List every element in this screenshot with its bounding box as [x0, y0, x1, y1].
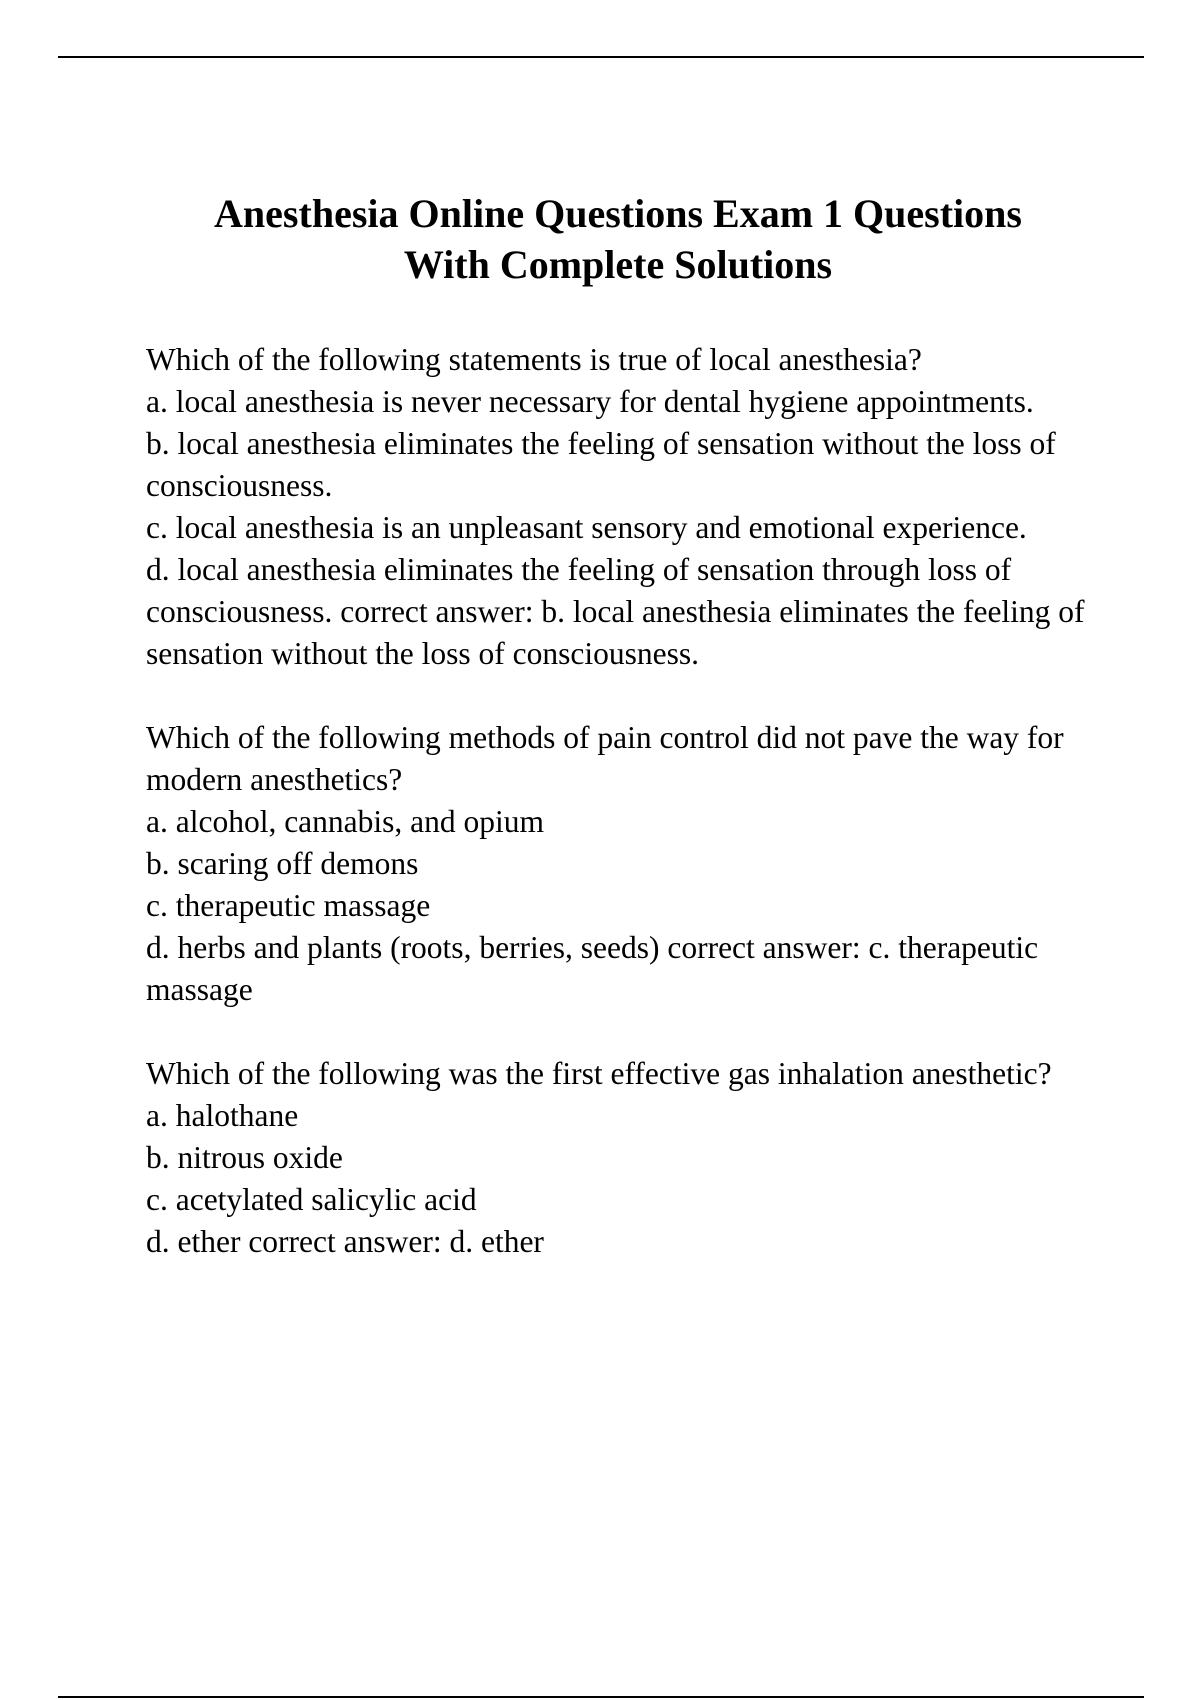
option-a: a. halothane [146, 1098, 299, 1133]
footer-rule [58, 1696, 1144, 1698]
option-d-with-answer: d. local anesthesia eliminates the feeling of sensation through loss of consciousness. correct answer: b. local anesthesia eliminates the feeling of sensation without the loss of consciousness. [146, 552, 1085, 671]
option-d-with-answer: d. ether correct answer: d. ether [146, 1224, 544, 1259]
question-3 [146, 1053, 1146, 1263]
question-stem: Which of the following was the first effective gas inhalation anesthetic? [146, 1056, 1052, 1091]
option-c: c. local anesthesia is an unpleasant sensory and emotional experience. [146, 510, 1027, 545]
question-1 [146, 339, 1146, 675]
option-b: b. scaring off demons [146, 846, 419, 881]
question-stem: Which of the following methods of pain control did not pave the way for modern anesthetics? [146, 720, 1064, 797]
question-2 [146, 717, 1146, 1011]
question-stem: Which of the following statements is true of local anesthesia? [146, 342, 922, 377]
title-line-2: With Complete Solutions [403, 242, 833, 287]
option-d-with-answer: d. herbs and plants (roots, berries, seeds) correct answer: c. therapeutic massage [146, 930, 1039, 1007]
option-b: b. local anesthesia eliminates the feeling of sensation without the loss of consciousness. [146, 426, 1056, 503]
header-rule [58, 56, 1144, 58]
option-c: c. acetylated salicylic acid [146, 1182, 477, 1217]
option-b: b. nitrous oxide [146, 1140, 343, 1175]
title-line-1: Anesthesia Online Questions Exam 1 Questions [214, 191, 1022, 236]
option-a: a. alcohol, cannabis, and opium [146, 804, 545, 839]
document-title [100, 188, 1136, 290]
question-list [146, 339, 1146, 1305]
option-c: c. therapeutic massage [146, 888, 431, 923]
option-a: a. local anesthesia is never necessary for dental hygiene appointments. [146, 384, 1034, 419]
